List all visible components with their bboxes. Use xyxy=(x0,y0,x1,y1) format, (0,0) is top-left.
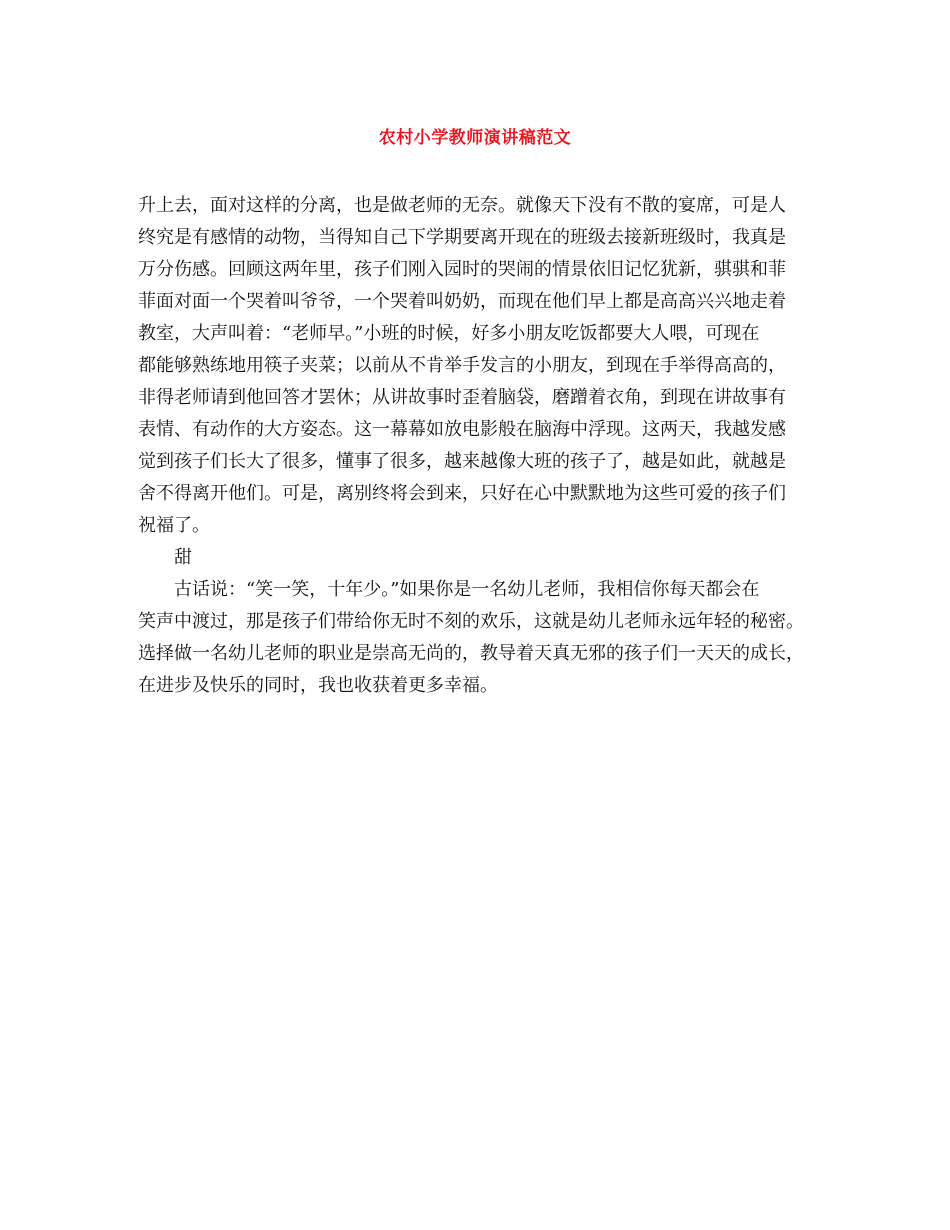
text-line: 甜 xyxy=(174,547,192,568)
text-line: 非得老师请到他回答才罢休；从讲故事时歪着脑袋，磨蹭着衣角，到现在讲故事有 xyxy=(138,387,786,408)
paragraph-1 xyxy=(138,190,818,542)
text-line: 选择做一名幼儿老师的职业是崇高无尚的，教导着天真无邪的孩子们一天天的成长， xyxy=(138,643,804,664)
text-line: 教室，大声叫着：“老师早。”小班的时候，好多小朋友吃饭都要大人喂，可现在 xyxy=(138,323,760,344)
text-line: 终究是有感情的动物，当得知自己下学期要离开现在的班级去接新班级时，我真是 xyxy=(138,227,786,248)
text-line: 表情、有动作的大方姿态。这一幕幕如放电影般在脑海中浮现。这两天，我越发感 xyxy=(138,419,786,440)
text-line: 菲面对面一个哭着叫爷爷，一个哭着叫奶奶，而现在他们早上都是高高兴兴地走着 xyxy=(138,291,786,312)
document-body xyxy=(138,190,818,702)
text-line: 舍不得离开他们。可是，离别终将会到来，只好在心中默默地为这些可爱的孩子们 xyxy=(138,483,786,504)
text-line: 觉到孩子们长大了很多，懂事了很多，越来越像大班的孩子了，越是如此，就越是 xyxy=(138,451,786,472)
text-line: 在进步及快乐的同时，我也收获着更多幸福。 xyxy=(138,675,498,696)
text-line: 都能够熟练地用筷子夹菜；以前从不肯举手发言的小朋友，到现在手举得高高的， xyxy=(138,355,786,376)
text-line: 祝福了。 xyxy=(138,515,210,536)
paragraph-3 xyxy=(138,574,818,702)
text-line: 升上去，面对这样的分离，也是做老师的无奈。就像天下没有不散的宴席，可是人 xyxy=(138,195,786,216)
document-title: 农村小学教师演讲稿范文 xyxy=(378,128,572,148)
text-line: 笑声中渡过，那是孩子们带给你无时不刻的欢乐，这就是幼儿老师永远年轻的秘密。 xyxy=(138,611,804,632)
text-line: 古话说：“笑一笑，十年少。”如果你是一名幼儿老师，我相信你每天都会在 xyxy=(174,579,760,600)
text-line: 万分伤感。回顾这两年里，孩子们刚入园时的哭闹的情景依旧记忆犹新，骐骐和菲 xyxy=(138,259,786,280)
paragraph-2 xyxy=(138,542,818,574)
